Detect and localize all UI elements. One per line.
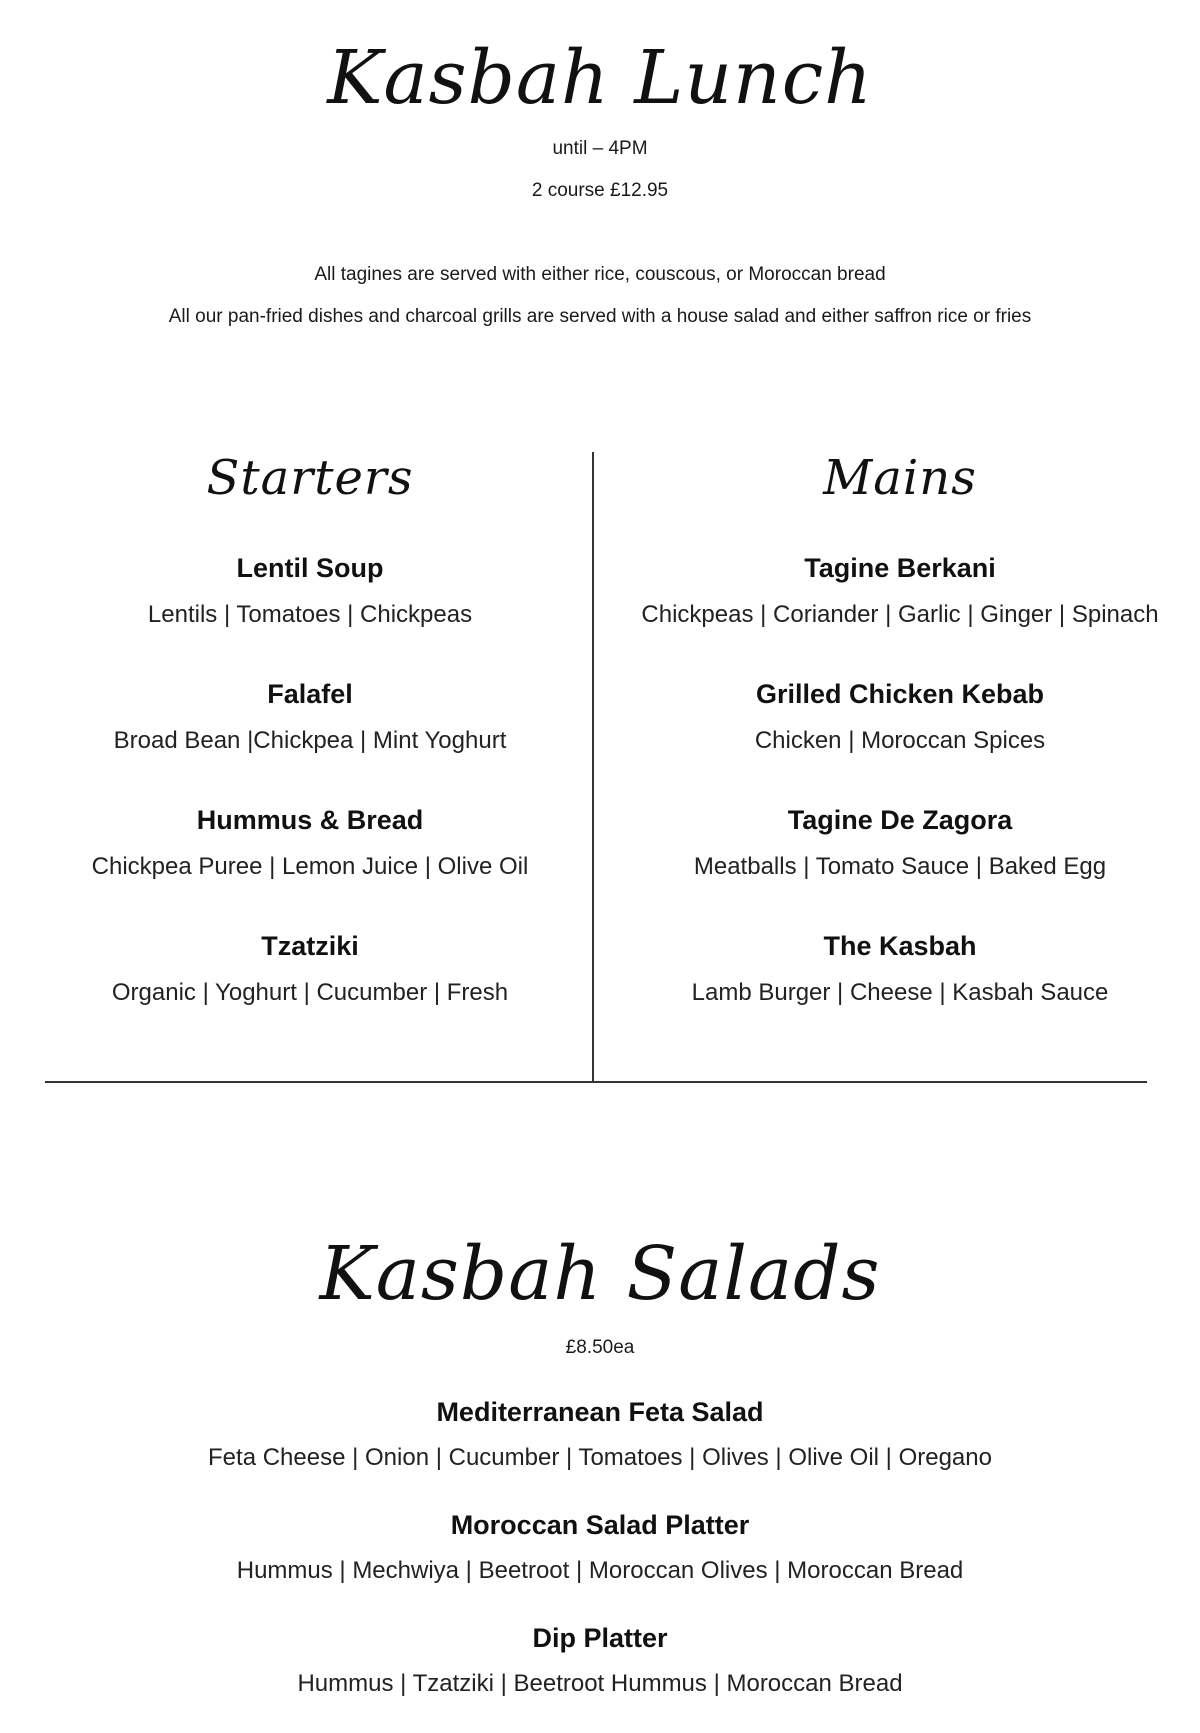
menu-item	[600, 802, 1200, 928]
item-name: Mediterranean Feta Salad	[436, 1397, 764, 1427]
item-name: Hummus & Bread	[196, 805, 424, 835]
mains-heading: Mains	[823, 450, 977, 506]
item-description: Meatballs | Tomato Sauce | Baked Egg	[693, 853, 1107, 880]
menu-item	[600, 676, 1200, 802]
item-name: Dip Platter	[532, 1623, 668, 1653]
section-divider	[45, 1081, 1147, 1083]
item-name: Grilled Chicken Kebab	[755, 679, 1045, 709]
grill-serving-note: All our pan-fried dishes and charcoal grills are served with a house salad and either saffron rice or fries	[168, 306, 1032, 327]
menu-item	[20, 928, 600, 1054]
item-name: Tagine Berkani	[804, 553, 996, 583]
tagine-serving-note: All tagines are served with either rice, couscous, or Moroccan bread	[314, 264, 886, 285]
lunch-hours: until – 4PM	[552, 138, 648, 159]
item-name: Tagine De Zagora	[787, 805, 1013, 835]
column-divider	[592, 452, 594, 1082]
item-description: Chickpeas | Coriander | Garlic | Ginger | Spinach	[641, 601, 1159, 628]
starters-section	[20, 448, 600, 1054]
item-name: Lentil Soup	[236, 553, 384, 583]
lunch-menu-title: Kasbah Lunch	[327, 35, 873, 121]
menu-item	[600, 928, 1200, 1054]
menu-item	[20, 802, 600, 928]
salads-menu-title: Kasbah Salads	[319, 1231, 881, 1317]
item-name: Tzatziki	[261, 931, 359, 961]
menu-item	[600, 550, 1200, 676]
menu-item	[0, 1507, 1200, 1620]
item-description: Feta Cheese | Onion | Cucumber | Tomatoes | Olives | Olive Oil | Oregano	[208, 1444, 992, 1471]
menu-item	[0, 1394, 1200, 1507]
salads-price: £8.50ea	[565, 1337, 635, 1358]
mains-section	[600, 448, 1200, 1054]
item-description: Chickpea Puree | Lemon Juice | Olive Oil	[91, 853, 529, 880]
menu-item	[20, 550, 600, 676]
item-name: Falafel	[267, 679, 353, 709]
item-description: Lentils | Tomatoes | Chickpeas	[147, 601, 473, 628]
salads-section	[0, 1394, 1200, 1733]
item-description: Hummus | Tzatziki | Beetroot Hummus | Moroccan Bread	[297, 1670, 903, 1697]
item-description: Hummus | Mechwiya | Beetroot | Moroccan Olives | Moroccan Bread	[236, 1557, 964, 1584]
lunch-price: 2 course £12.95	[531, 180, 669, 201]
menu-item	[20, 676, 600, 802]
item-description: Lamb Burger | Cheese | Kasbah Sauce	[691, 979, 1109, 1006]
item-description: Organic | Yoghurt | Cucumber | Fresh	[111, 979, 509, 1006]
menu-item	[0, 1620, 1200, 1733]
starters-heading: Starters	[206, 450, 414, 506]
item-description: Broad Bean |Chickpea | Mint Yoghurt	[113, 727, 507, 754]
item-name: The Kasbah	[823, 931, 977, 961]
item-name: Moroccan Salad Platter	[450, 1510, 750, 1540]
item-description: Chicken | Moroccan Spices	[754, 727, 1046, 754]
